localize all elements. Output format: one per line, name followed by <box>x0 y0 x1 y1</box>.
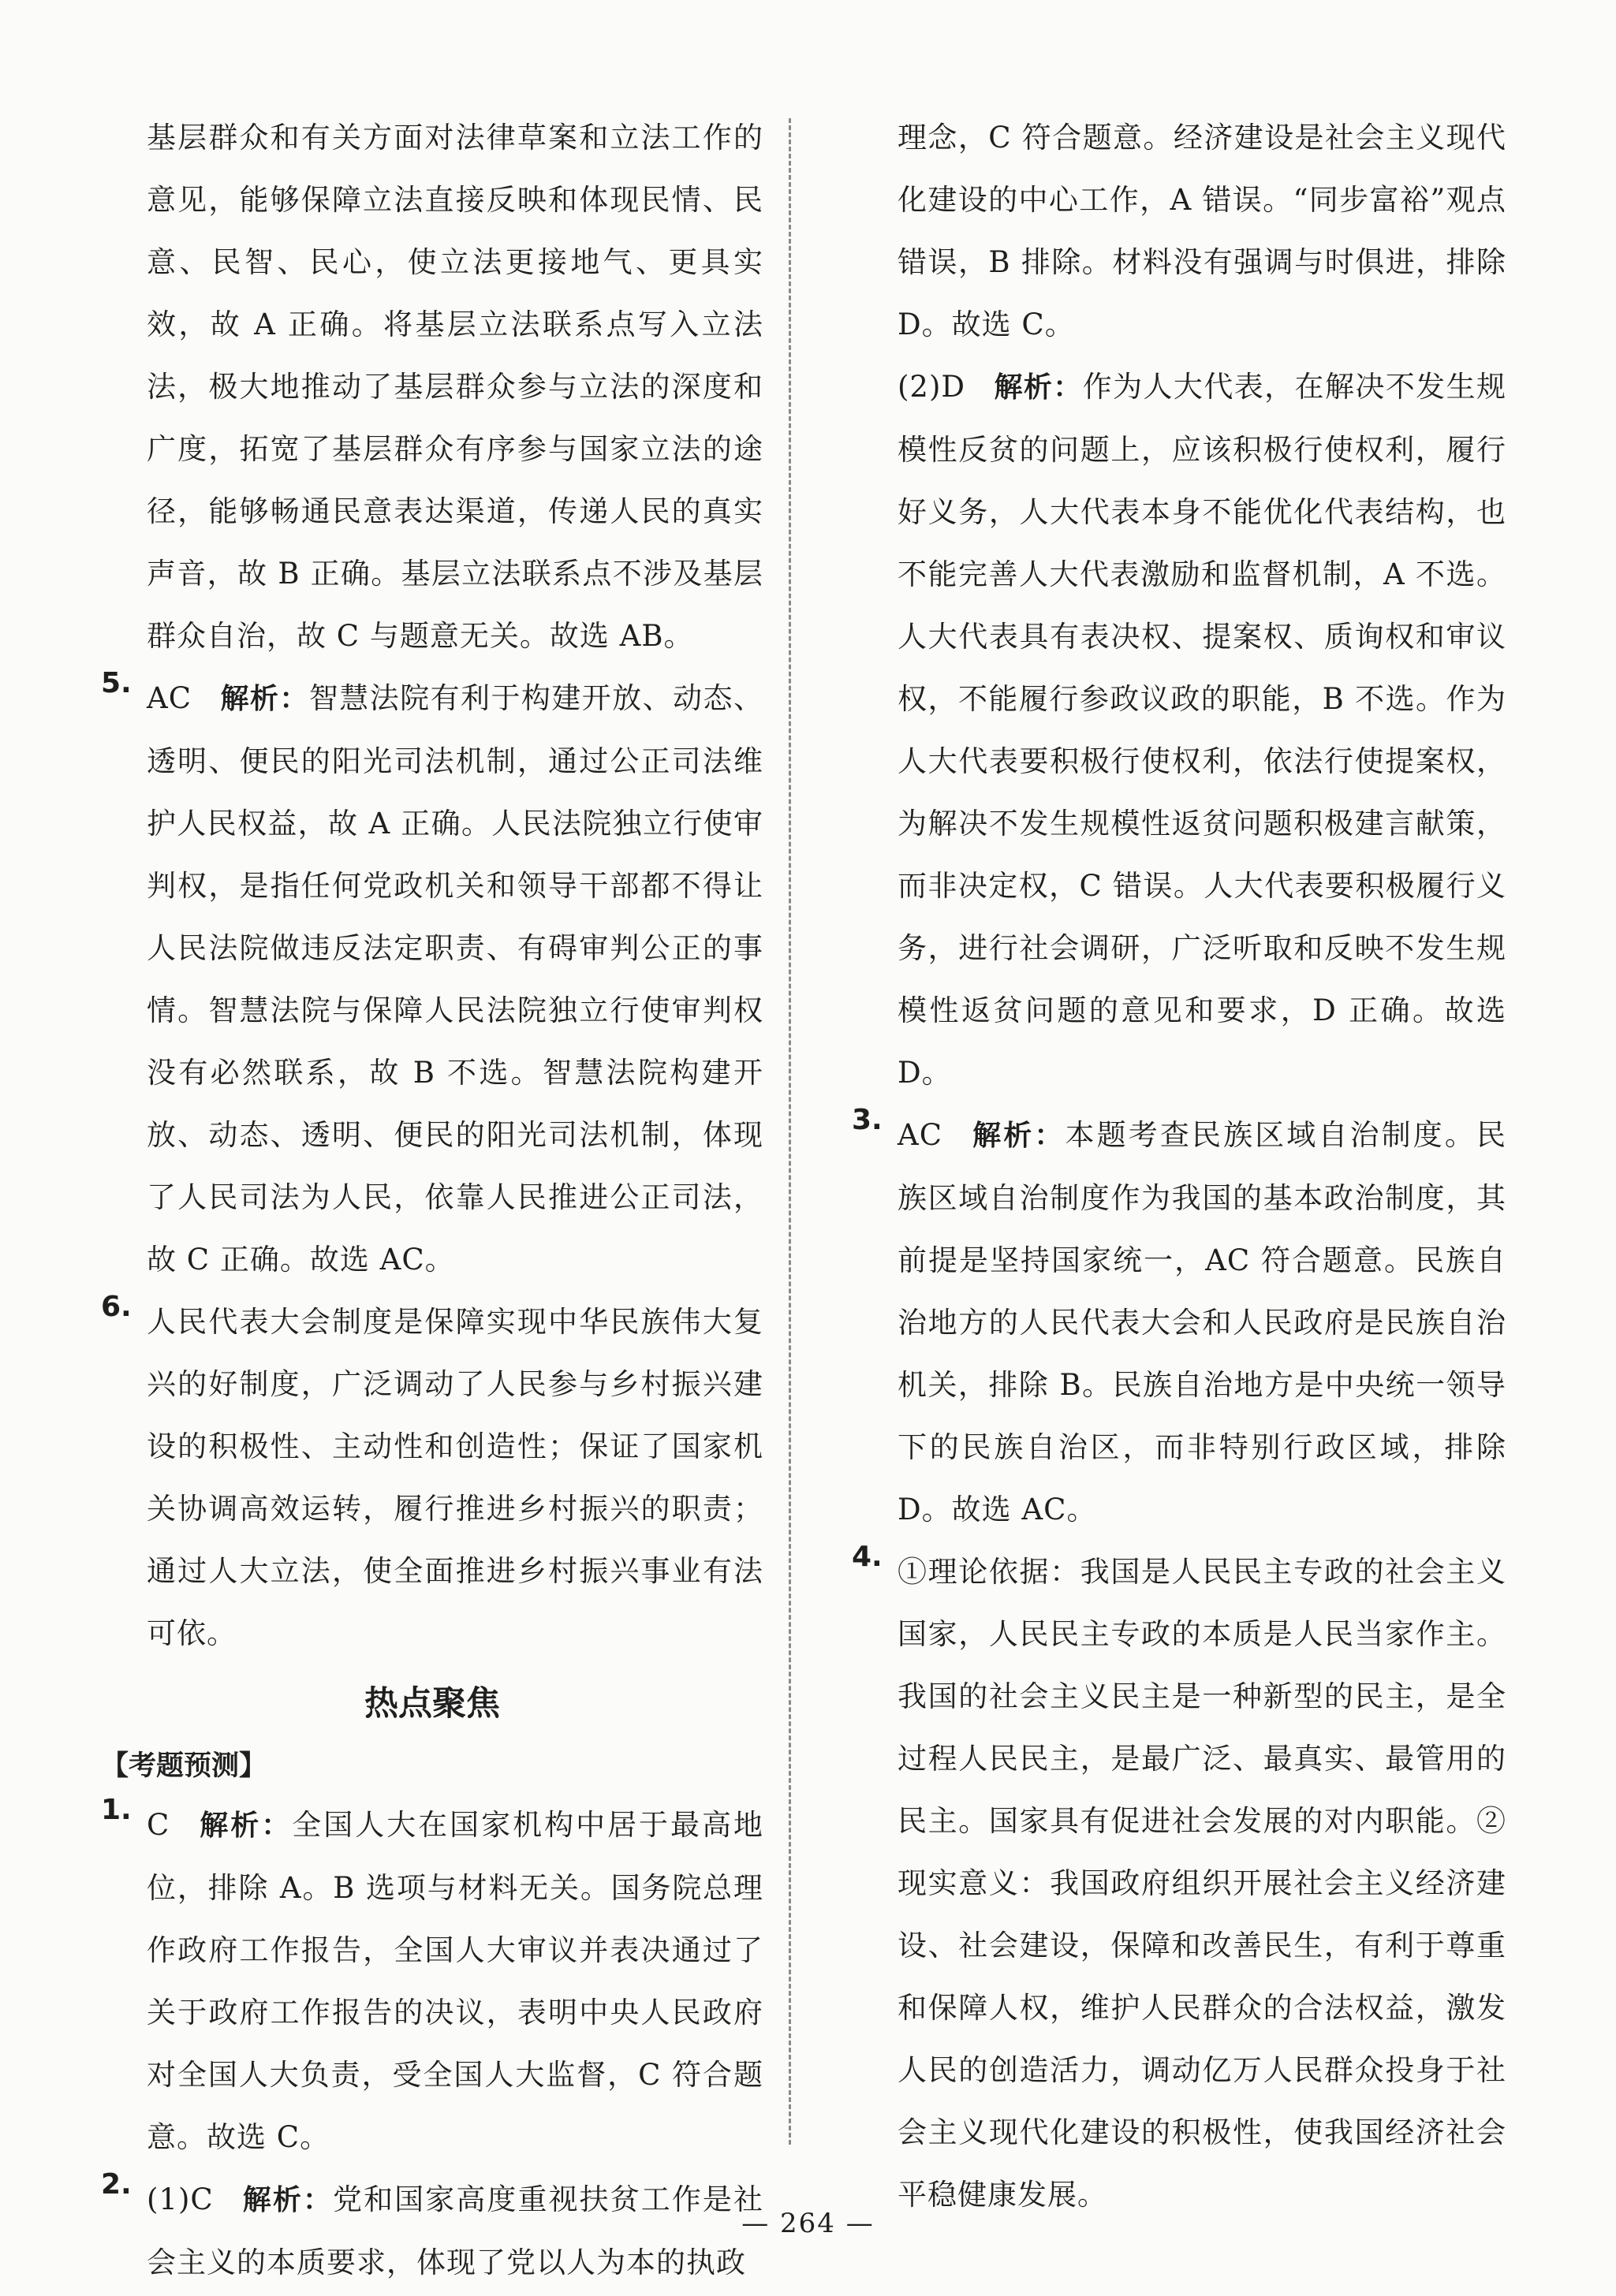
continuation-paragraph: 基层群众和有关方面对法律草案和立法工作的意见，能够保障立法直接反映和体现民情、民意、民智、民心，使立法更接地气、更具实效，故 A 正确。将基层立法联系点写入立法法，极大地推动了基层群众参与立法的深度和广度，拓宽了基层群众有序参与国家立法的途径，能够畅通民意表达渠道，传递人民的真实声音，故 B 正确。基层立法联系点不涉及基层群众自治，故 C 与题意无关。故选 AB。 <box>147 121 763 653</box>
answer-item-5 <box>101 667 763 1291</box>
question-4 <box>852 1541 1506 2226</box>
analysis-text: 党和国家高度重视扶贫工作是社会主义的本质要求，体现了党以人为本的执政 <box>147 2182 763 2279</box>
answer-item-6 <box>101 1291 763 1664</box>
question-1 <box>101 1794 763 2168</box>
page-number: — 264 — <box>741 2208 875 2239</box>
item-number: 4. <box>852 1541 883 1573</box>
analysis-label: 解析： <box>971 1120 1066 1152</box>
answer-choice: C <box>147 1808 170 1842</box>
analysis-label: 解析： <box>220 683 309 715</box>
answer-text: 人民代表大会制度是保障实现中华民族伟大复兴的好制度，广泛调动了人民参与乡村振兴建设的积极性、主动性和创造性；保证了国家机关协调高效运转，履行推进乡村振兴的职责；通过人大立法，使全面推进乡村振兴事业有法可依。 <box>147 1305 763 1650</box>
continuation-paragraph: 理念，C 符合题意。经济建设是社会主义现代化建设的中心工作，A 错误。“同步富裕”观点错误，B 排除。材料没有强调与时俱进，排除 D。故选 C。 <box>898 121 1506 341</box>
answer-choice: AC <box>147 681 192 715</box>
analysis-text: 全国人大在国家机构中居于最高地位，排除 A。B 选项与材料无关。国务院总理作政府工作报告，全国人大审议并表决通过了关于政府工作报告的决议，表明中央人民政府对全国人大负责，受全国人大监督，C 符合题意。故选 C。 <box>147 1808 763 2154</box>
analysis-label: 解析： <box>241 2184 334 2216</box>
answer-choice: (2)D <box>898 370 966 404</box>
item-number: 5. <box>101 667 132 699</box>
question-3 <box>852 1104 1506 1541</box>
answer-choice: AC <box>898 1118 943 1152</box>
subsection-title: 【考题预测】 <box>101 1750 267 1782</box>
analysis-label: 解析： <box>994 371 1083 404</box>
left-column <box>101 106 763 2294</box>
analysis-label: 解析： <box>198 1810 293 1842</box>
column-divider <box>789 118 791 2145</box>
right-column <box>852 106 1506 2226</box>
item-number: 3. <box>852 1104 883 1136</box>
question-2-part-2 <box>852 356 1506 1104</box>
section-title: 热点聚焦 <box>364 1684 500 1724</box>
item-number: 1. <box>101 1794 132 1826</box>
answer-choice: (1)C <box>147 2182 214 2216</box>
answer-text: ①理论依据：我国是人民民主专政的社会主义国家，人民民主专政的本质是人民当家作主。我国的社会主义民主是一种新型的民主，是全过程人民民主，是最广泛、最真实、最管用的民主。国家具有促进社会发展的对内职能。②现实意义：我国政府组织开展社会主义经济建设、社会建设，保障和改善民生，有利于尊重和保障人权，维护人民群众的合法权益，激发人民的创造活力，调动亿万人民群众投身于社会主义现代化建设的积极性，使我国经济社会平稳健康发展。 <box>898 1555 1506 2212</box>
analysis-text: 本题考查民族区域自治制度。民族区域自治制度作为我国的基本政治制度，其前提是坚持国家统一，AC 符合题意。民族自治地方的人民代表大会和人民政府是民族自治机关，排除 B。民族自治地方是中央统一领导下的民族自治区，而非特别行政区域，排除 D。故选 AC。 <box>898 1118 1506 1526</box>
item-number: 2. <box>101 2168 132 2201</box>
analysis-text: 作为人大代表，在解决不发生规模性反贫的问题上，应该积极行使权利，履行好义务，人大代表本身不能优化代表结构，也不能完善人大代表激励和监督机制，A 不选。人大代表具有表决权、提案权、质询权和审议权，不能履行参政议政的职能，B 不选。作为人大代表要积极行使权利，依法行使提案权，为解决不发生规模性返贫问题积极建言献策，而非决定权，C 错误。人大代表要积极履行义务，进行社会调研，广泛听取和反映不发生规模性返贫问题的意见和要求，D 正确。故选 D。 <box>898 370 1506 1090</box>
item-number: 6. <box>101 1291 132 1323</box>
analysis-text: 智慧法院有利于构建开放、动态、透明、便民的阳光司法机制，通过公正司法维护人民权益，故 A 正确。人民法院独立行使审判权，是指任何党政机关和领导干部都不得让人民法院做违反法定职责、有碍审判公正的事情。智慧法院与保障人民法院独立行使审判权没有必然联系，故 B 不选。智慧法院构建开放、动态、透明、便民的阳光司法机制，体现了人民司法为人民，依靠人民推进公正司法，故 C 正确。故选 AC。 <box>147 681 763 1277</box>
